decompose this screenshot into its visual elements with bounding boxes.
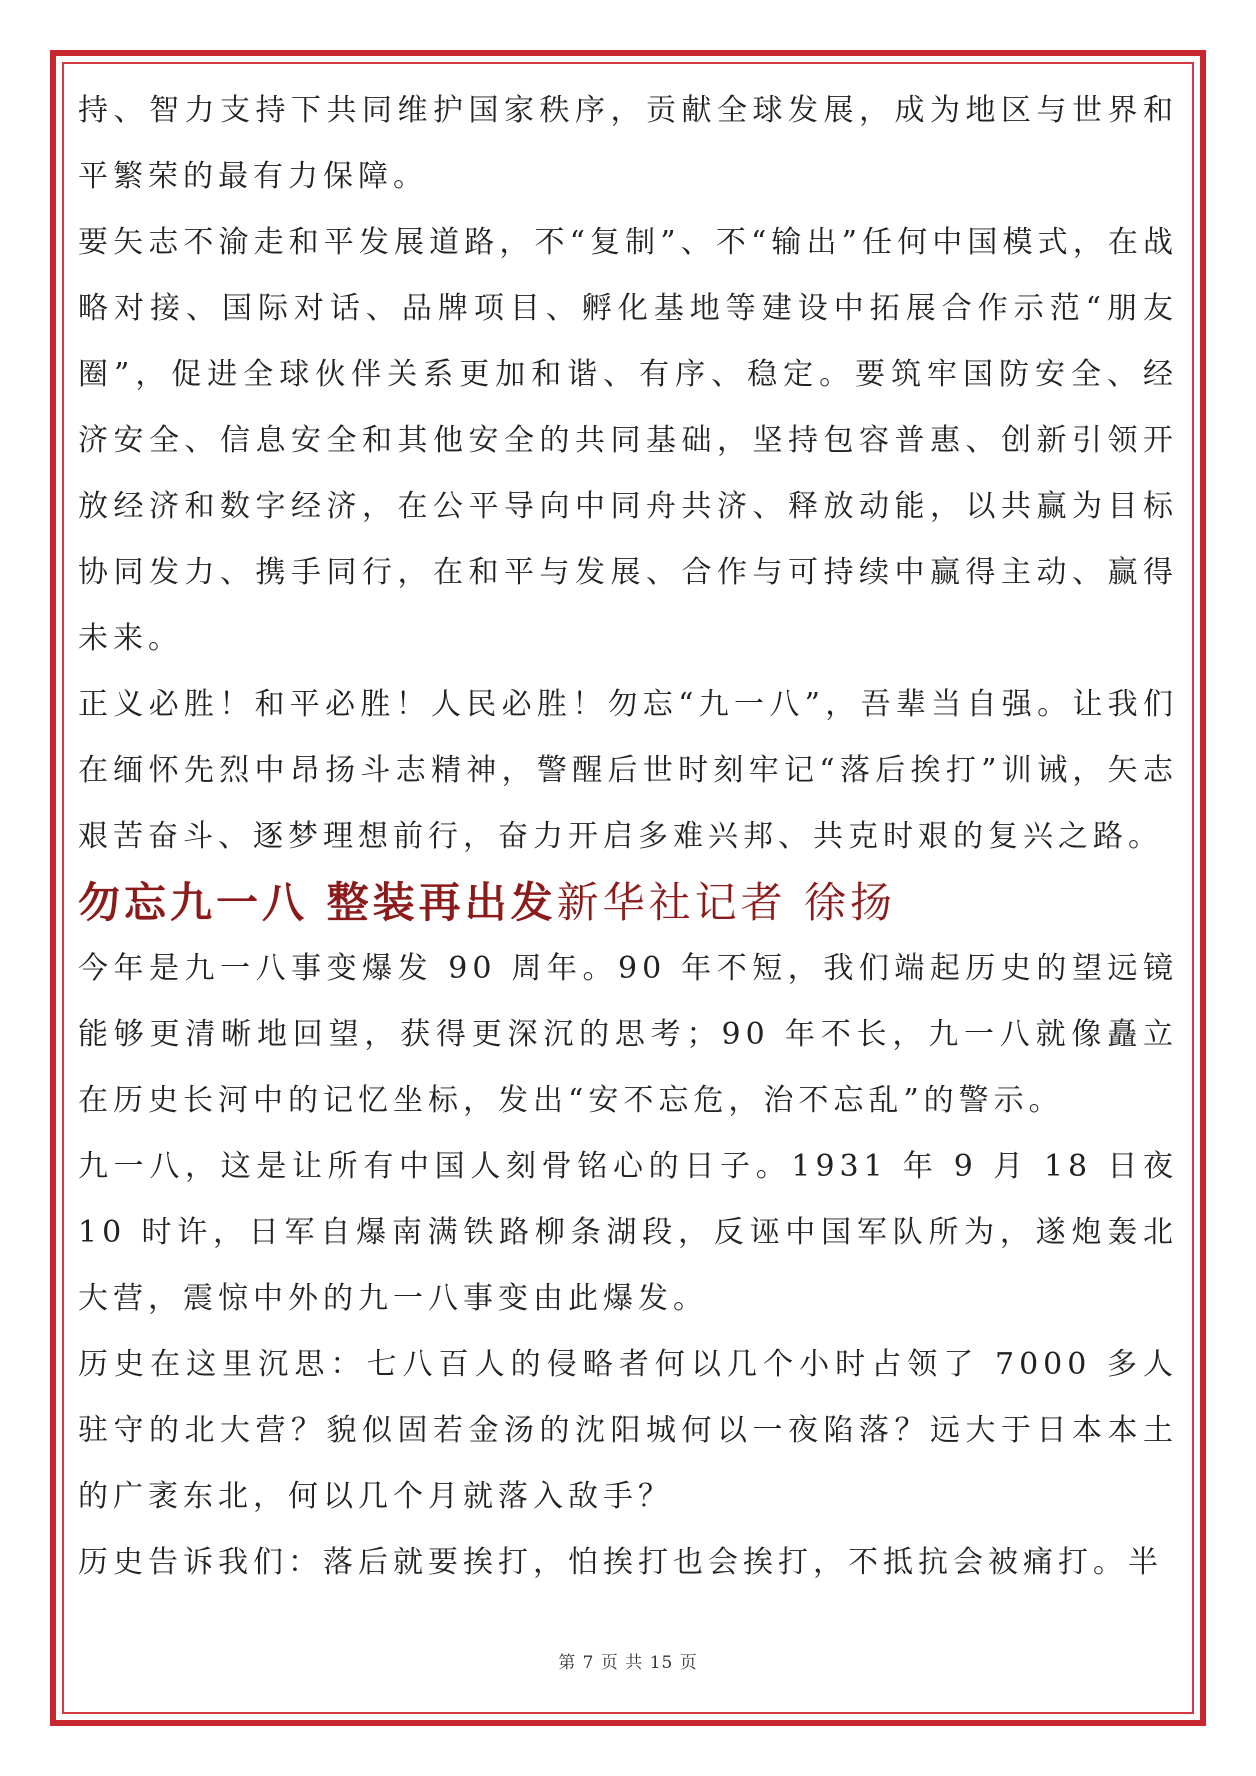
paragraph: 历史在这里沉思：七八百人的侵略者何以几个小时占领了 7000 多人驻守的北大营？貌似固若金汤的沈阳城何以一夜陷落？远大于日本本土的广袤东北，何以几个月就落入敌手？ <box>78 1347 1178 1514</box>
article-heading <box>78 870 1178 936</box>
article-byline: 新华社记者 徐扬 <box>556 878 896 927</box>
paragraph: 持、智力支持下共同维护国家秩序，贡献全球发展，成为地区与世界和平繁荣的最有力保障。 <box>78 93 1178 194</box>
paragraph: 历史告诉我们：落后就要挨打，怕挨打也会挨打，不抵抗会被痛打。半 <box>78 1545 1163 1580</box>
paragraph: 今年是九一八事变爆发 90 周年。90 年不短，我们端起历史的望远镜能够更清晰地回望，获得更深沉的思考；90 年不长，九一八就像矗立在历史长河中的记忆坐标，发出“安不忘危，治不忘乱”的警示。 <box>78 951 1178 1118</box>
page-number: 第 7 页 共 15 页 <box>558 1653 698 1673</box>
paragraph: 要矢志不渝走和平发展道路，不“复制”、不“输出”任何中国模式，在战略对接、国际对话、品牌项目、孵化基地等建设中拓展合作示范“朋友圈”，促进全球伙伴关系更加和谐、有序、稳定。要筑牢国防安全、经济安全、信息安全和其他安全的共同基础，坚持包容普惠、创新引领开放经济和数字经济，在公平导向中同舟共济、释放动能，以共赢为目标协同发力、携手同行，在和平与发展、合作与可持续中赢得主动、赢得未来。 <box>78 225 1178 656</box>
paragraph: 正义必胜！和平必胜！人民必胜！勿忘“九一八”，吾辈当自强。让我们在缅怀先烈中昂扬斗志精神，警醒后世时刻牢记“落后挨打”训诫，矢志艰苦奋斗、逐梦理想前行，奋力开启多难兴邦、共克时艰的复兴之路。 <box>78 687 1178 854</box>
document-body <box>78 78 1178 1596</box>
article-title: 勿忘九一八 整装再出发 <box>78 878 557 927</box>
paragraph: 九一八，这是让所有中国人刻骨铭心的日子。1931 年 9 月 18 日夜 10 时许，日军自爆南满铁路柳条湖段，反诬中国军队所为，遂炮轰北大营，震惊中外的九一八事变由此爆发。 <box>78 1149 1178 1316</box>
